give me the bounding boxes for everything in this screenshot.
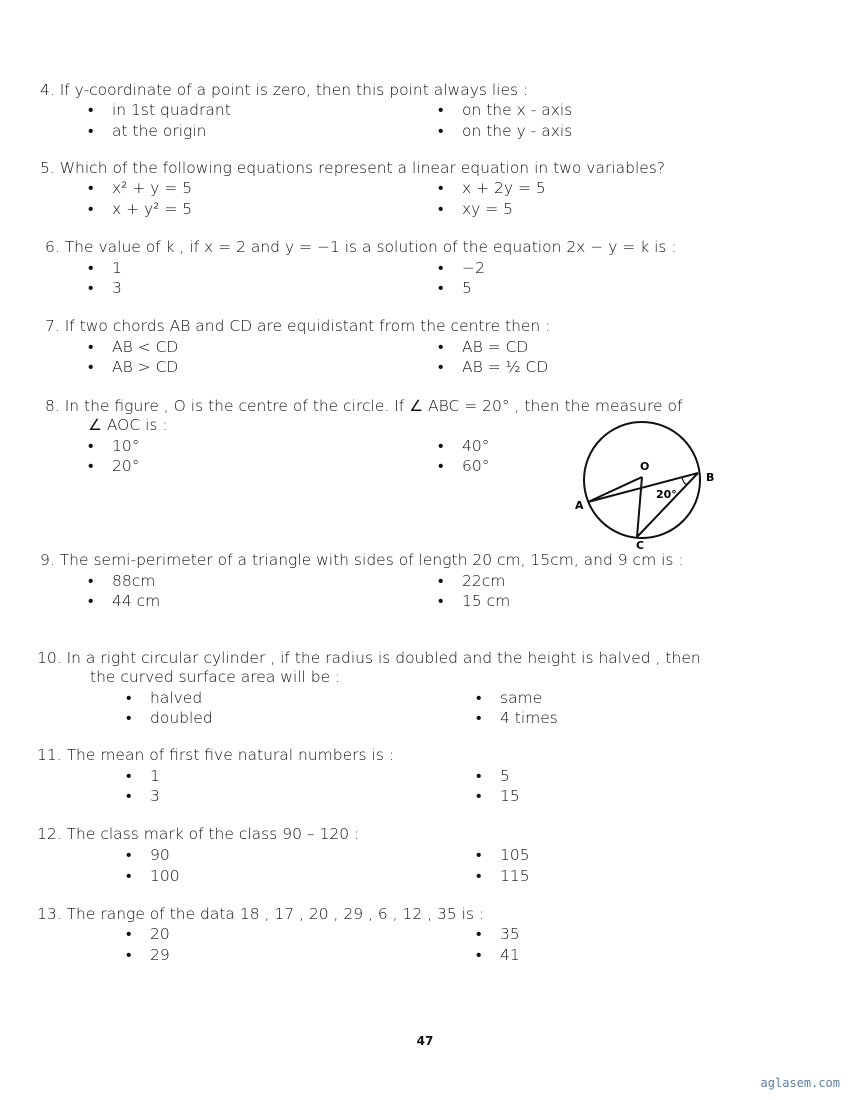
option: • 15 cm xyxy=(438,592,511,610)
question-11: 11. The mean of first five natural numbers is : xyxy=(37,746,395,764)
option: • 60° xyxy=(438,457,490,475)
label-a: A xyxy=(575,499,584,512)
option: • xy = 5 xyxy=(438,200,514,218)
question-10-line2: the curved surface area will be : xyxy=(90,668,341,686)
option: • 15 xyxy=(476,787,520,805)
question-12: 12. The class mark of the class 90 – 120 : xyxy=(37,825,360,843)
label-o: O xyxy=(640,460,650,473)
option: • x + 2y = 5 xyxy=(438,179,546,197)
option: • 20 xyxy=(126,925,170,943)
option: • x² + y = 5 xyxy=(88,179,193,197)
question-6: 6. The value of k , if x = 2 and y = −1 is a solution of the equation 2x − y = k is : xyxy=(45,238,677,256)
question-4: 4. If y-coordinate of a point is zero, then this point always lies : xyxy=(40,81,529,99)
option: • 10° xyxy=(88,437,140,455)
option: • AB > CD xyxy=(88,358,179,376)
angle-arc xyxy=(682,477,687,484)
option: • 105 xyxy=(476,846,530,864)
option: • 1 xyxy=(126,767,160,785)
question-9: 9. The semi-perimeter of a triangle with sides of length 20 cm, 15cm, and 9 cm is : xyxy=(40,551,684,569)
question-7: 7. If two chords AB and CD are equidistant from the centre then : xyxy=(45,317,551,335)
option: • −2 xyxy=(438,259,485,277)
question-10: 10. In a right circular cylinder , if the radius is doubled and the height is halved , then xyxy=(37,649,701,667)
label-c: C xyxy=(636,539,645,552)
question-8: 8. In the figure , O is the centre of the circle. If ∠ ABC = 20° , then the measure of xyxy=(45,397,683,415)
radius-oc xyxy=(637,477,642,537)
option: • 35 xyxy=(476,925,520,943)
option: • x + y² = 5 xyxy=(88,200,193,218)
option: • AB < CD xyxy=(88,338,179,356)
option: • on the x - axis xyxy=(438,101,573,119)
option: • at the origin xyxy=(88,122,207,140)
question-5: 5. Which of the following equations represent a linear equation in two variables? xyxy=(40,159,666,177)
option: • 90 xyxy=(126,846,170,864)
chord-bc xyxy=(637,473,698,537)
option: • halved xyxy=(126,689,203,707)
option: • same xyxy=(476,689,543,707)
option: • on the y - axis xyxy=(438,122,573,140)
option: • 41 xyxy=(476,946,520,964)
option: • 115 xyxy=(476,867,530,885)
option: • 3 xyxy=(126,787,160,805)
option: • 20° xyxy=(88,457,140,475)
angle-label: 20° xyxy=(656,488,677,501)
option: • 22cm xyxy=(438,572,506,590)
option: • 100 xyxy=(126,867,180,885)
question-8-line2: ∠ AOC is : xyxy=(88,416,168,434)
option: • AB = CD xyxy=(438,338,529,356)
option: • 3 xyxy=(88,279,122,297)
circle-figure xyxy=(570,415,720,555)
option: • in 1st quadrant xyxy=(88,101,231,119)
option: • 4 times xyxy=(476,709,558,727)
watermark: aglasem.com xyxy=(760,1076,840,1090)
question-13: 13. The range of the data 18 , 17 , 20 , 29 , 6 , 12 , 35 is : xyxy=(37,905,485,923)
option: • 40° xyxy=(438,437,490,455)
option: • AB = ½ CD xyxy=(438,358,549,376)
option: • 1 xyxy=(88,259,122,277)
option: • 5 xyxy=(438,279,472,297)
page-number: 47 xyxy=(416,1034,434,1048)
label-b: B xyxy=(706,471,715,484)
option: • 29 xyxy=(126,946,170,964)
option: • doubled xyxy=(126,709,213,727)
option: • 88cm xyxy=(88,572,156,590)
option: • 5 xyxy=(476,767,510,785)
option: • 44 cm xyxy=(88,592,161,610)
